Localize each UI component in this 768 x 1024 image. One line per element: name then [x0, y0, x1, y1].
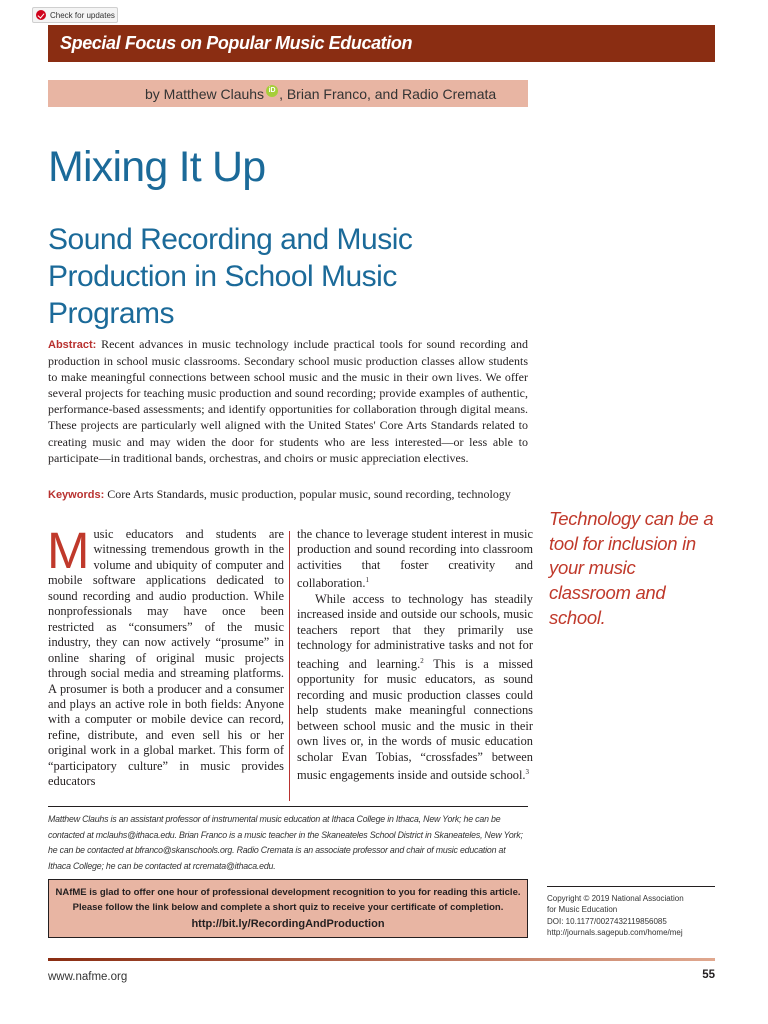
abstract-text: Recent advances in music technology include practical tools for sound recording and production in school music classrooms. Secondary school music production classes allow students to make meaningful connections between school music and the music in their own lives. We offer several projects for teaching music production and sound recording; provide examples of authentic, performance-based assessments; and identify opportunities for collaboration through digital means. These projects are particularly well aligned with the United States' Core Arts Standards related to creating music and may widen the door for students who are less interested—or less able to participate—in traditional bands, orchestras, and choirs or music appreciation electives.	[48, 337, 528, 465]
copyright-block	[547, 893, 717, 938]
nafme-line-1: NAfME is glad to offer one hour of professional development recognition to you for reading this article.	[55, 887, 521, 898]
abstract	[48, 336, 528, 466]
col1-text: usic educators and students are witnessing tremendous growth in the volume and ubiquity of computer and mobile software applications dedicated to sound recording and audio production. While nonprofessionals may have once been restricted as “consumers” of the music industry, they can now actively “prosume” in online sharing of original music projects through social media and streaming platforms. A prosumer is both a producer and a consumer and plays an active role in both fields: Anyone with a computer or mobile device can record, refine, distribute, and even sell his or her original work in a global market. This form of “participatory culture” in music provides educators	[48, 527, 284, 789]
orcid-icon[interactable]: iD	[266, 85, 278, 97]
nafme-line-2: Please follow the link below and complete a short quiz to receive your certificate of completion.	[72, 902, 504, 913]
body-paragraph	[47, 522, 284, 790]
article-subtitle: Sound Recording and Music Production in School Music Programs	[48, 223, 413, 330]
check-for-updates-label: Check for updates	[50, 10, 115, 20]
crossmark-icon	[36, 10, 46, 20]
copyright-divider	[547, 886, 715, 887]
footnote-ref[interactable]: 2	[420, 656, 424, 665]
col2-p2-text: While access to technology has steadily increased inside and outside our schools, music teachers report that they primarily use technology for administrative tasks and not for teaching and learning.	[297, 591, 533, 671]
keywords	[48, 486, 528, 503]
author-footnote: Matthew Clauhs is an assistant professor of instrumental music education at Ithaca College in Ithaca, New York; he can be contacted at mclauhs@ithaca.edu. Brian Franco is a music teacher in the Skaneateles School District in Skaneateles, New York; he can be contacted at bfranco@skanschools.org. Radio Cremata is an associate professor and chair of music education at Ithaca College; he can be contacted at rcremata@ithaca.edu.	[48, 814, 523, 871]
author-prefix: by Matthew Clauhs	[145, 85, 265, 102]
copyright-line: Copyright © 2019 National Association	[547, 894, 684, 903]
abstract-label: Abstract:	[48, 339, 97, 351]
col2-p1-text: the chance to leverage student interest in music production and sound recording into classroom activities that foster creativity and collaboration.	[297, 527, 533, 591]
page-number: 55	[702, 969, 715, 981]
footnote-ref[interactable]: 3	[525, 768, 529, 777]
section-banner-text: Special Focus on Popular Music Education	[60, 33, 413, 53]
keywords-label: Keywords:	[48, 489, 105, 501]
body-paragraph	[297, 592, 533, 784]
body-column-1	[47, 522, 284, 790]
body-column-2	[297, 527, 533, 784]
journal-url[interactable]: http://journals.sagepub.com/home/mej	[547, 927, 683, 937]
keywords-text: Core Arts Standards, music production, popular music, sound recording, technology	[107, 487, 511, 501]
footer-rule	[48, 958, 715, 961]
drop-cap: M	[47, 522, 90, 579]
footnote-ref[interactable]: 1	[365, 576, 369, 585]
footer-site-link[interactable]: www.nafme.org	[48, 971, 128, 983]
check-for-updates-badge[interactable]	[32, 7, 118, 23]
nafme-quiz-link[interactable]: http://bit.ly/RecordingAndProduction	[191, 918, 385, 930]
copyright-line: for Music Education	[547, 905, 618, 915]
author-byline	[48, 80, 528, 107]
pull-quote: Technology can be a tool for inclusion in your music classroom and school.	[549, 508, 714, 628]
article-title: Mixing It Up	[48, 143, 266, 191]
col2-p2-rest: This is a missed opportunity for music educators, as sound recording and music production classes could help students make meaningful connections between school music and the music in their own lives or, in the words of music education scholar Evan Tobias, “crossfades” between music engagements inside and outside school.	[297, 656, 533, 783]
section-banner	[48, 25, 715, 62]
author-rest: , Brian Franco, and Radio Cremata	[279, 85, 497, 102]
column-divider	[289, 531, 290, 801]
body-paragraph	[297, 527, 533, 592]
doi-line: DOI: 10.1177/0027432119856085	[547, 916, 667, 926]
nafme-pd-box	[48, 879, 528, 938]
footnote-divider	[48, 806, 528, 807]
